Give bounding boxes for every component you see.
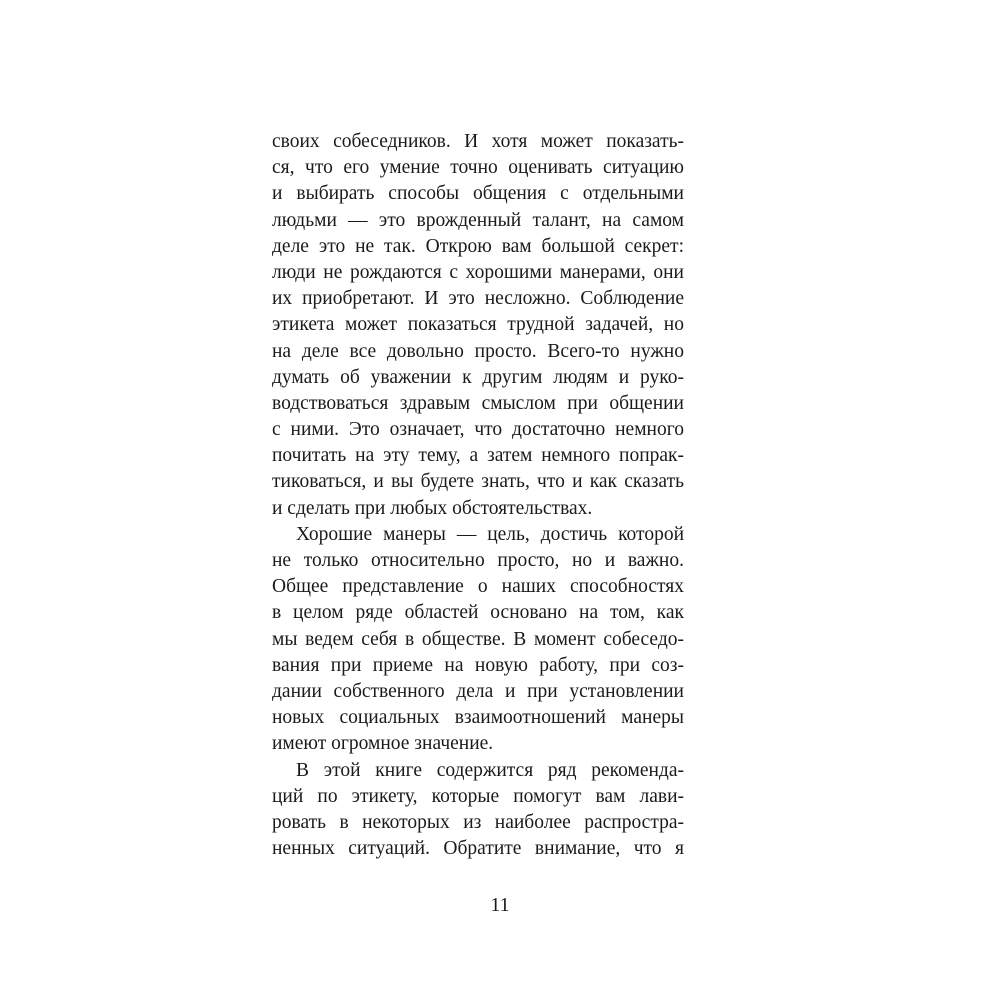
- text-line: люди не рождаются с хорошими манерами, они: [272, 261, 684, 283]
- text-line: дании собственного дела и при установлении: [272, 680, 684, 702]
- paragraph: [272, 522, 684, 758]
- text-line: имеют огромное значение.: [272, 733, 494, 755]
- body-text: [272, 129, 684, 862]
- text-line: Хорошие манеры — цель, достичь которой: [296, 523, 684, 545]
- text-line: ся, что его умение точно оценивать ситуацию: [272, 157, 684, 179]
- text-line: Общее представление о наших способностях: [272, 576, 684, 598]
- text-line: В этой книге содержится ряд рекоменда-: [296, 759, 684, 781]
- text-line: тиковаться, и вы будете знать, что и как сказать: [272, 471, 684, 493]
- page-number: 11: [490, 894, 510, 916]
- text-line: своих собеседников. И хотя может показать-: [272, 131, 684, 152]
- text-line: ций по этикету, которые помогут вам лави-: [272, 785, 684, 807]
- text-line: их приобретают. И это несложно. Соблюдение: [272, 288, 684, 310]
- paragraph: [272, 758, 684, 863]
- text-line: почитать на эту тему, а затем немного попрак-: [272, 445, 684, 467]
- text-line: водствоваться здравым смыслом при общении: [272, 392, 684, 414]
- text-line: не только относительно просто, но и важно.: [272, 550, 684, 571]
- text-line: новых социальных взаимоотношений манеры: [272, 707, 684, 729]
- text-line: и сделать при любых обстоятельствах.: [272, 497, 593, 519]
- text-line: с ними. Это означает, что достаточно немного: [272, 419, 684, 441]
- text-line: и выбирать способы общения с отдельными: [272, 183, 684, 205]
- text-line: мы ведем себя в обществе. В момент собеседо-: [272, 628, 684, 650]
- text-line: на деле все довольно просто. Всего-то нужно: [272, 340, 684, 362]
- text-line: людьми — это врожденный талант, на самом: [272, 209, 684, 231]
- text-line: в целом ряде областей основано на том, как: [272, 602, 684, 624]
- text-line: вания при приеме на новую работу, при соз-: [272, 654, 684, 676]
- text-line: думать об уважении к другим людям и руко-: [272, 366, 684, 388]
- text-line: ненных ситуаций. Обратите внимание, что я: [272, 838, 684, 860]
- text-line: этикета может показаться трудной задачей, но: [272, 314, 684, 336]
- text-line: ровать в некоторых из наиболее распростра-: [272, 811, 684, 833]
- text-line: деле это не так. Открою вам большой секрет:: [272, 235, 684, 257]
- paragraph: [272, 129, 684, 522]
